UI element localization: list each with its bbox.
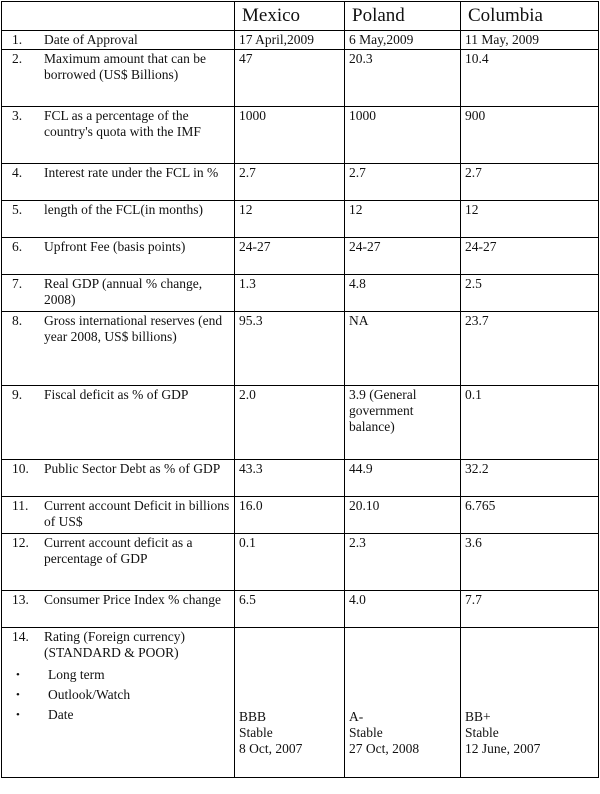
cell-columbia: 12	[461, 201, 599, 238]
cell-mexico: 24-27	[235, 238, 345, 275]
cell-poland: 24-27	[345, 238, 461, 275]
table-row	[2, 497, 599, 534]
row-number: 12.	[12, 535, 29, 550]
cell-poland: 2.3	[345, 534, 461, 591]
row-label	[2, 591, 235, 628]
rating-item-label: Outlook/Watch	[48, 687, 131, 702]
table-row	[2, 201, 599, 238]
cell-mexico: 16.0	[235, 497, 345, 534]
row-label-text: Public Sector Debt as % of GDP	[44, 461, 221, 476]
rating-value: 8 Oct, 2007	[239, 741, 303, 756]
row-label-text: FCL as a percentage of the country's quota with the IMF	[44, 108, 201, 139]
cell-mexico: 1000	[235, 107, 345, 164]
row-label	[2, 534, 235, 591]
row-number: 10.	[12, 461, 29, 476]
cell-poland: 1000	[345, 107, 461, 164]
rating-columbia	[461, 628, 599, 778]
table-row	[2, 107, 599, 164]
row-label-text: Current account Deficit in billions of US$	[44, 498, 230, 529]
row-label	[2, 386, 235, 460]
cell-columbia: 900	[461, 107, 599, 164]
cell-poland: 3.9 (General government balance)	[345, 386, 461, 460]
cell-columbia: 2.5	[461, 275, 599, 312]
rating-item-date	[6, 707, 230, 723]
row-number: 2.	[12, 51, 23, 66]
table-row	[2, 31, 599, 50]
row-label-text: Consumer Price Index % change	[44, 592, 221, 607]
header-row	[2, 2, 599, 31]
cell-poland: 6 May,2009	[345, 31, 461, 50]
rating-value: Stable	[465, 725, 499, 740]
cell-mexico: 0.1	[235, 534, 345, 591]
cell-columbia: 32.2	[461, 460, 599, 497]
rating-label	[2, 628, 235, 778]
row-label-text: Fiscal deficit as % of GDP	[44, 387, 189, 402]
cell-columbia: 0.1	[461, 386, 599, 460]
rating-label-text: Rating (Foreign currency) (STANDARD & POOR)	[44, 629, 185, 660]
row-label	[2, 460, 235, 497]
row-label	[2, 275, 235, 312]
rating-value: Stable	[239, 725, 273, 740]
cell-mexico: 2.7	[235, 164, 345, 201]
header-columbia: Columbia	[461, 2, 599, 31]
row-label-text: Real GDP (annual % change, 2008)	[44, 276, 203, 307]
row-number: 9.	[12, 387, 23, 402]
row-label	[2, 31, 235, 50]
table-row	[2, 591, 599, 628]
bullet: •	[16, 689, 20, 701]
cell-mexico: 1.3	[235, 275, 345, 312]
rating-item-label: Date	[48, 707, 74, 722]
row-number: 3.	[12, 108, 23, 123]
row-label-text: Current account deficit as a percentage of GDP	[44, 535, 193, 566]
row-number: 5.	[12, 202, 23, 217]
table-row	[2, 275, 599, 312]
table-row	[2, 50, 599, 107]
row-label-text: Interest rate under the FCL in %	[44, 165, 219, 180]
table-row	[2, 386, 599, 460]
table-row	[2, 164, 599, 201]
cell-poland: 4.0	[345, 591, 461, 628]
cell-mexico: 43.3	[235, 460, 345, 497]
row-label	[2, 201, 235, 238]
row-label-text: length of the FCL(in months)	[44, 202, 203, 217]
cell-mexico: 6.5	[235, 591, 345, 628]
row-label	[2, 164, 235, 201]
rating-value: Stable	[349, 725, 383, 740]
cell-poland: 2.7	[345, 164, 461, 201]
table-row	[2, 534, 599, 591]
row-label	[2, 107, 235, 164]
row-label-text: Upfront Fee (basis points)	[44, 239, 186, 254]
rating-item-outlook	[6, 687, 230, 703]
row-number: 14.	[12, 629, 29, 644]
header-mexico: Mexico	[235, 2, 345, 31]
row-number: 7.	[12, 276, 23, 291]
cell-poland: 44.9	[345, 460, 461, 497]
row-number: 11.	[12, 498, 29, 513]
table-row	[2, 312, 599, 386]
cell-columbia: 11 May, 2009	[461, 31, 599, 50]
cell-columbia: 7.7	[461, 591, 599, 628]
fcl-comparison-table	[1, 1, 599, 778]
cell-poland: 20.10	[345, 497, 461, 534]
bullet: •	[16, 709, 20, 721]
row-number: 1.	[12, 32, 23, 47]
rating-value: 12 June, 2007	[465, 741, 541, 756]
rating-mexico	[235, 628, 345, 778]
bullet: •	[16, 669, 20, 681]
row-label-text: Gross international reserves (end year 2008, US$ billions)	[44, 313, 223, 344]
rating-value: BB+	[465, 709, 491, 724]
cell-poland: 4.8	[345, 275, 461, 312]
table-row	[2, 460, 599, 497]
header-poland: Poland	[345, 2, 461, 31]
rating-item-long-term	[6, 667, 230, 683]
cell-columbia: 2.7	[461, 164, 599, 201]
cell-mexico: 12	[235, 201, 345, 238]
cell-poland: 20.3	[345, 50, 461, 107]
cell-columbia: 3.6	[461, 534, 599, 591]
row-label	[2, 497, 235, 534]
rating-value: BBB	[239, 709, 267, 724]
row-number: 13.	[12, 592, 29, 607]
rating-item-label: Long term	[48, 667, 105, 682]
row-number: 6.	[12, 239, 23, 254]
cell-mexico: 47	[235, 50, 345, 107]
rating-row	[2, 628, 599, 778]
cell-mexico: 95.3	[235, 312, 345, 386]
row-label-text: Date of Approval	[44, 32, 138, 47]
cell-columbia: 10.4	[461, 50, 599, 107]
table-row	[2, 238, 599, 275]
cell-poland: NA	[345, 312, 461, 386]
cell-columbia: 6.765	[461, 497, 599, 534]
row-label	[2, 312, 235, 386]
rating-poland	[345, 628, 461, 778]
rating-value: A-	[349, 709, 364, 724]
row-label-text: Maximum amount that can be borrowed (US$ Billions)	[44, 51, 206, 82]
row-label	[2, 50, 235, 107]
rating-value: 27 Oct, 2008	[349, 741, 420, 756]
row-label	[2, 238, 235, 275]
row-number: 4.	[12, 165, 23, 180]
cell-mexico: 17 April,2009	[235, 31, 345, 50]
cell-poland: 12	[345, 201, 461, 238]
row-number: 8.	[12, 313, 23, 328]
cell-columbia: 24-27	[461, 238, 599, 275]
cell-columbia: 23.7	[461, 312, 599, 386]
header-blank	[2, 2, 235, 31]
cell-mexico: 2.0	[235, 386, 345, 460]
